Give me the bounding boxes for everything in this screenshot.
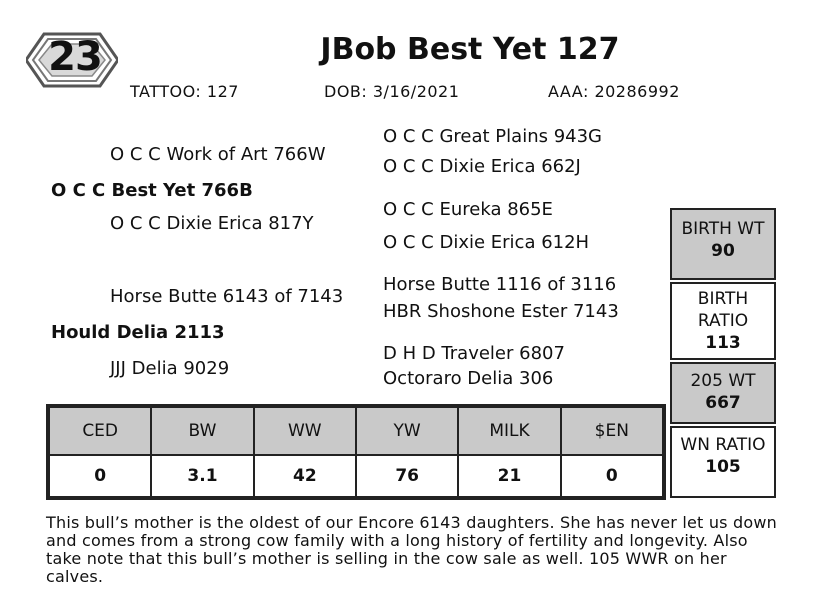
tattoo-value: 127 xyxy=(206,82,239,101)
weaning-ratio-box xyxy=(670,426,776,498)
epd-header-row xyxy=(49,407,663,455)
epd-value-bw: 3.1 xyxy=(151,455,253,497)
pedigree-ddd: Octoraro Delia 306 xyxy=(383,368,554,389)
pedigree-sire-dam: O C C Dixie Erica 817Y xyxy=(110,213,314,234)
pedigree-dds: D H D Traveler 6807 xyxy=(383,343,565,364)
pedigree-dam-dam: JJJ Delia 9029 xyxy=(110,358,230,379)
epd-header-en: $EN xyxy=(561,407,663,455)
weaning-weight-value: 667 xyxy=(705,393,741,413)
birth-weight-label: BIRTH WT xyxy=(681,219,765,239)
description-text: This bull’s mother is the oldest of our Encore 6143 daughters. She has never let us down and comes from a strong cow family with a long history of fertility and longevity. Also take note that this bull’s mother is selling in the cow sale as well. 105 WWR on her calves. xyxy=(46,513,777,586)
birth-ratio-label-2: RATIO xyxy=(697,311,749,331)
pedigree-sdd: O C C Dixie Erica 612H xyxy=(383,232,590,253)
birth-ratio-label-1: BIRTH xyxy=(697,289,749,309)
epd-value-yw: 76 xyxy=(356,455,458,497)
aaa-label: AAA: xyxy=(548,82,589,101)
aaa-value: 20286992 xyxy=(594,82,680,101)
epd-header-yw: YW xyxy=(356,407,458,455)
dob-info xyxy=(324,82,459,101)
birth-ratio-box xyxy=(670,282,776,360)
pedigree-dss: Horse Butte 1116 of 3116 xyxy=(383,274,617,295)
birth-weight-value: 90 xyxy=(711,241,735,261)
pedigree-dsd: HBR Shoshone Ester 7143 xyxy=(383,301,619,322)
epd-value-ced: 0 xyxy=(49,455,151,497)
birth-ratio-value: 113 xyxy=(705,333,741,353)
dob-label: DOB: xyxy=(324,82,368,101)
epd-value-ww: 42 xyxy=(254,455,356,497)
pedigree-sss: O C C Great Plains 943G xyxy=(383,126,603,147)
epd-table xyxy=(46,404,666,500)
dob-value: 3/16/2021 xyxy=(372,82,460,101)
pedigree-sire: O C C Best Yet 766B xyxy=(51,180,253,201)
tattoo-info xyxy=(130,82,239,101)
epd-value-en: 0 xyxy=(561,455,663,497)
epd-header-ww: WW xyxy=(254,407,356,455)
epd-value-milk: 21 xyxy=(458,455,560,497)
animal-name: JBob Best Yet 127 xyxy=(320,32,620,67)
epd-header-milk: MILK xyxy=(458,407,560,455)
birth-weight-box xyxy=(670,208,776,280)
tattoo-label: TATTOO: xyxy=(130,82,202,101)
lot-number: 23 xyxy=(48,34,102,80)
pedigree-dam: Hould Delia 2113 xyxy=(51,322,225,343)
pedigree-sds: O C C Eureka 865E xyxy=(383,199,553,220)
weaning-weight-box xyxy=(670,362,776,424)
pedigree-ssd: O C C Dixie Erica 662J xyxy=(383,156,581,177)
weaning-ratio-value: 105 xyxy=(705,457,741,477)
epd-header-bw: BW xyxy=(151,407,253,455)
pedigree-sire-sire: O C C Work of Art 766W xyxy=(110,144,326,165)
pedigree-dam-sire: Horse Butte 6143 of 7143 xyxy=(110,286,344,307)
epd-header-ced: CED xyxy=(49,407,151,455)
aaa-info xyxy=(548,82,680,101)
weaning-weight-label: 205 WT xyxy=(690,371,756,391)
weaning-ratio-label: WN RATIO xyxy=(680,435,766,455)
epd-value-row xyxy=(49,455,663,497)
